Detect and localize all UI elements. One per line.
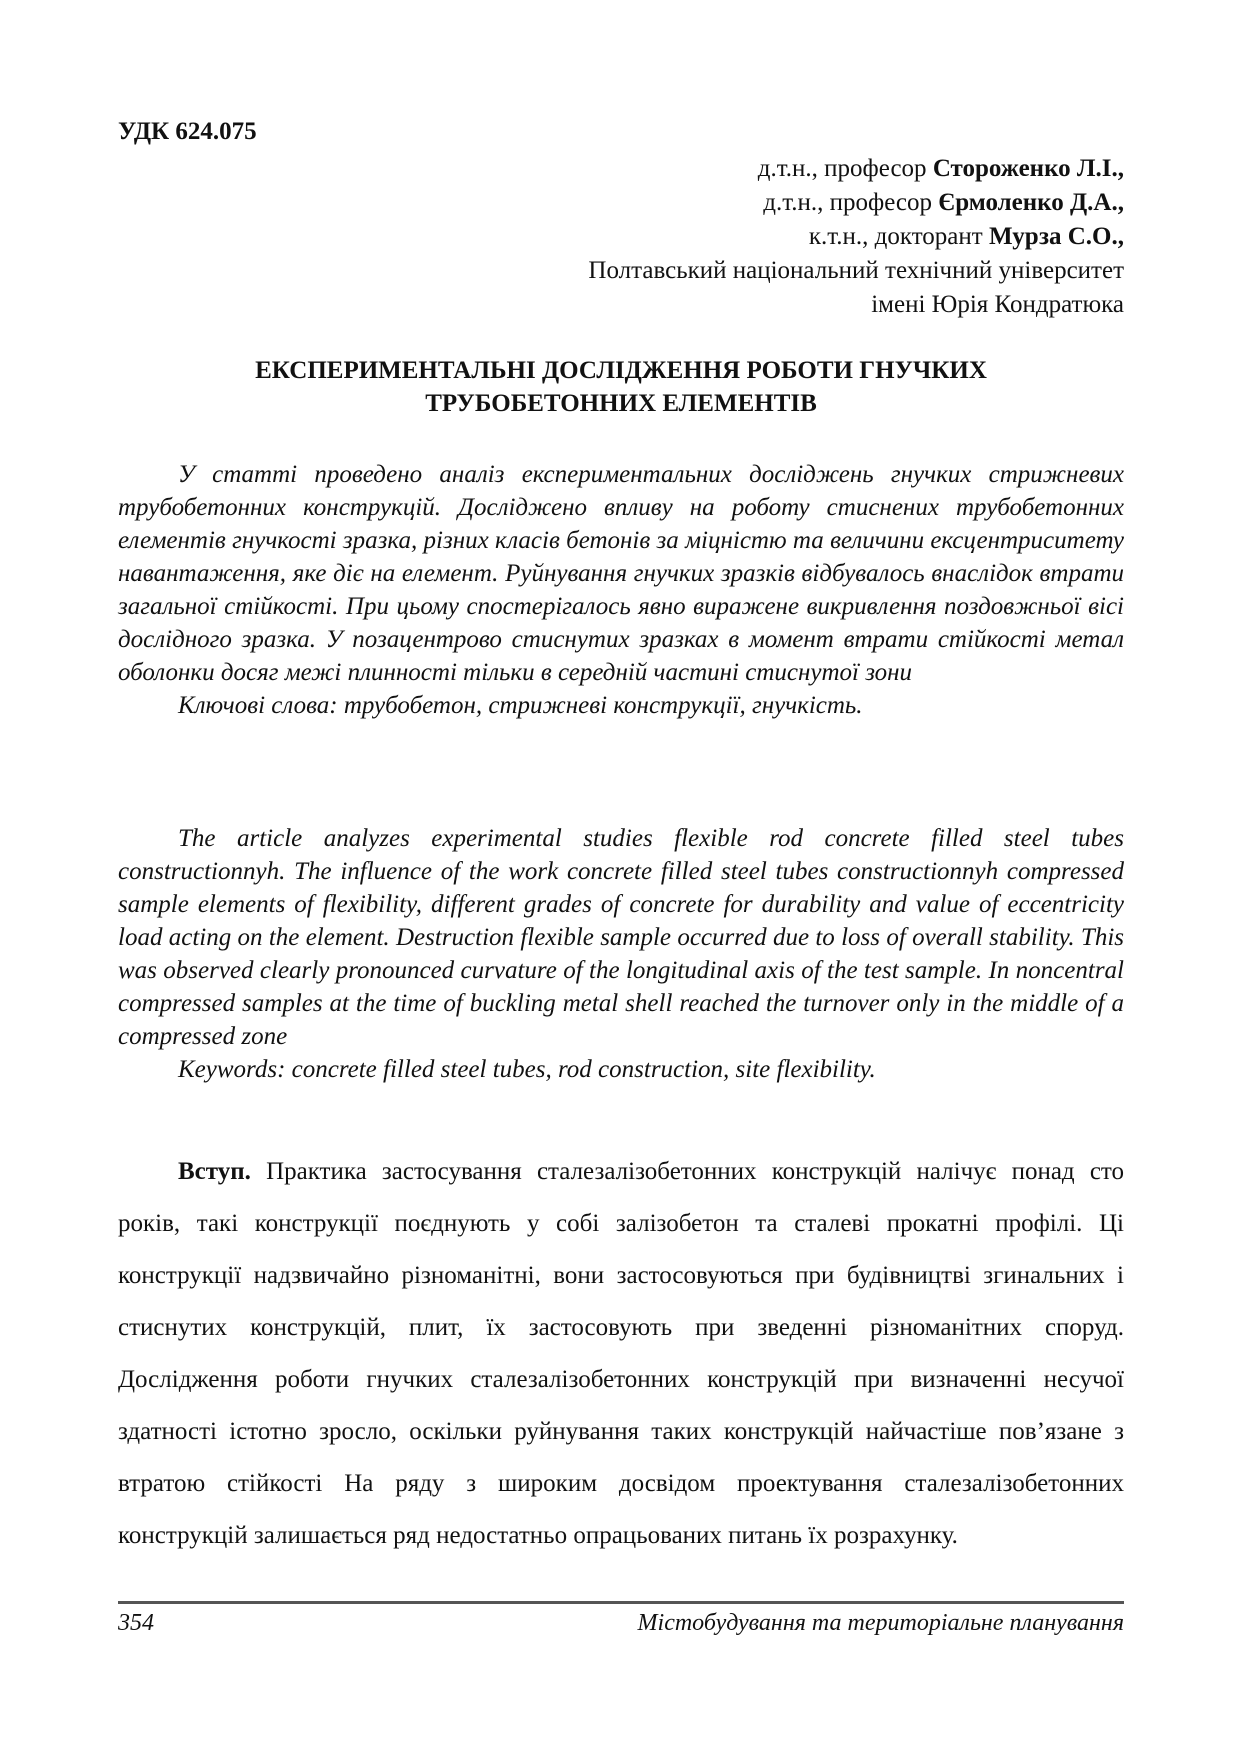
abstract-english <box>118 822 1124 1086</box>
page-number: 354 <box>118 1610 154 1636</box>
abstract-english-text: The article analyzes experimental studies flexible rod concrete filled steel tubes constructionnyh. The influence of the work concrete filled steel tubes constructionnyh compressed sample elements of flexibility, different grades of concrete for durability and value of eccentricity load acting on the element. Destruction flexible sample occurred due to loss of overall stability. This was observed clearly pronounced curvature of the longitudinal axis of the test sample. In noncentral compressed samples at the time of buckling metal shell reached the turnover only in the middle of a compressed zone <box>118 825 1124 1050</box>
author-line <box>588 220 1124 254</box>
author-title: д.т.н., професор <box>757 155 927 182</box>
keywords-english: Keywords: concrete filled steel tubes, rod construction, site flexibility. <box>178 1056 876 1083</box>
affiliation-line-1: Полтавський національний технічний університет <box>588 257 1124 284</box>
abstract-ukrainian-text: У статті проведено аналіз експериментальних досліджень гнучких стрижневих трубобетонних конструкцій. Досліджено впливу на роботу стиснених трубобетонних елементів гнучкості зразка, різних класів бетонів за міцністю та величини ексцентриситету навантаження, яке діє на елемент. Руйнування гнучких зразків відбувалось внаслідок втрати загальної стійкості. При цьому спостерігалось явно виражене викривлення поздовжньої вісі дослідного зразка. У позацентрово стиснутих зразках в момент втрати стійкості метал оболонки досяг межі плинності тільки в середній частині стиснутої зони <box>118 461 1124 686</box>
abstract-ukrainian <box>118 458 1124 722</box>
journal-name: Містобудування та територіальне планування <box>637 1610 1124 1636</box>
udc-code: УДК 624.075 <box>118 118 257 145</box>
paper-title <box>118 354 1124 420</box>
affiliation-line-2: імені Юрія Кондратюка <box>871 291 1124 318</box>
footer-divider <box>118 1601 1124 1604</box>
introduction-section <box>118 1146 1124 1562</box>
author-name: Єрмоленко Д.А., <box>938 189 1124 216</box>
introduction-text: Практика застосування сталезалізобетонних конструкцій налічує понад сто років, такі конструкції поєднують у собі залізобетон та сталеві прокатні профілі. Ці конструкції надзвичайно різноманітні, вони застосовуються при будівництві згинальних і стиснутих конструкцій, плит, їх застосовують при зведенні різноманітних споруд. Дослідження роботи гнучких сталезалізобетонних конструкцій при визначенні несучої здатності істотно зросло, оскільки руйнування таких конструкцій найчастіше пов’язане з втратою стійкості На ряду з широким досвідом проектування сталезалізобетонних конструкцій залишається ряд недостатньо опрацьованих питань їх розрахунку. <box>118 1158 1125 1549</box>
author-line <box>588 186 1124 220</box>
author-name: Стороженко Л.І., <box>932 155 1124 182</box>
paper-title-line-2: ТРУБОБЕТОННИХ ЕЛЕМЕНТІВ <box>425 390 817 417</box>
introduction-heading: Вступ. <box>178 1158 251 1185</box>
author-title: к.т.н., докторант <box>808 223 983 250</box>
author-line <box>588 152 1124 186</box>
author-name: Мурза С.О., <box>988 223 1124 250</box>
authors-block <box>588 152 1124 322</box>
paper-title-line-1: ЕКСПЕРИМЕНТАЛЬНІ ДОСЛІДЖЕННЯ РОБОТИ ГНУЧКИХ <box>255 357 987 384</box>
introduction-paragraph <box>118 1146 1124 1562</box>
author-title: д.т.н., професор <box>763 189 933 216</box>
keywords-ukrainian: Ключові слова: трубобетон, стрижневі конструкції, гнучкість. <box>178 692 863 719</box>
